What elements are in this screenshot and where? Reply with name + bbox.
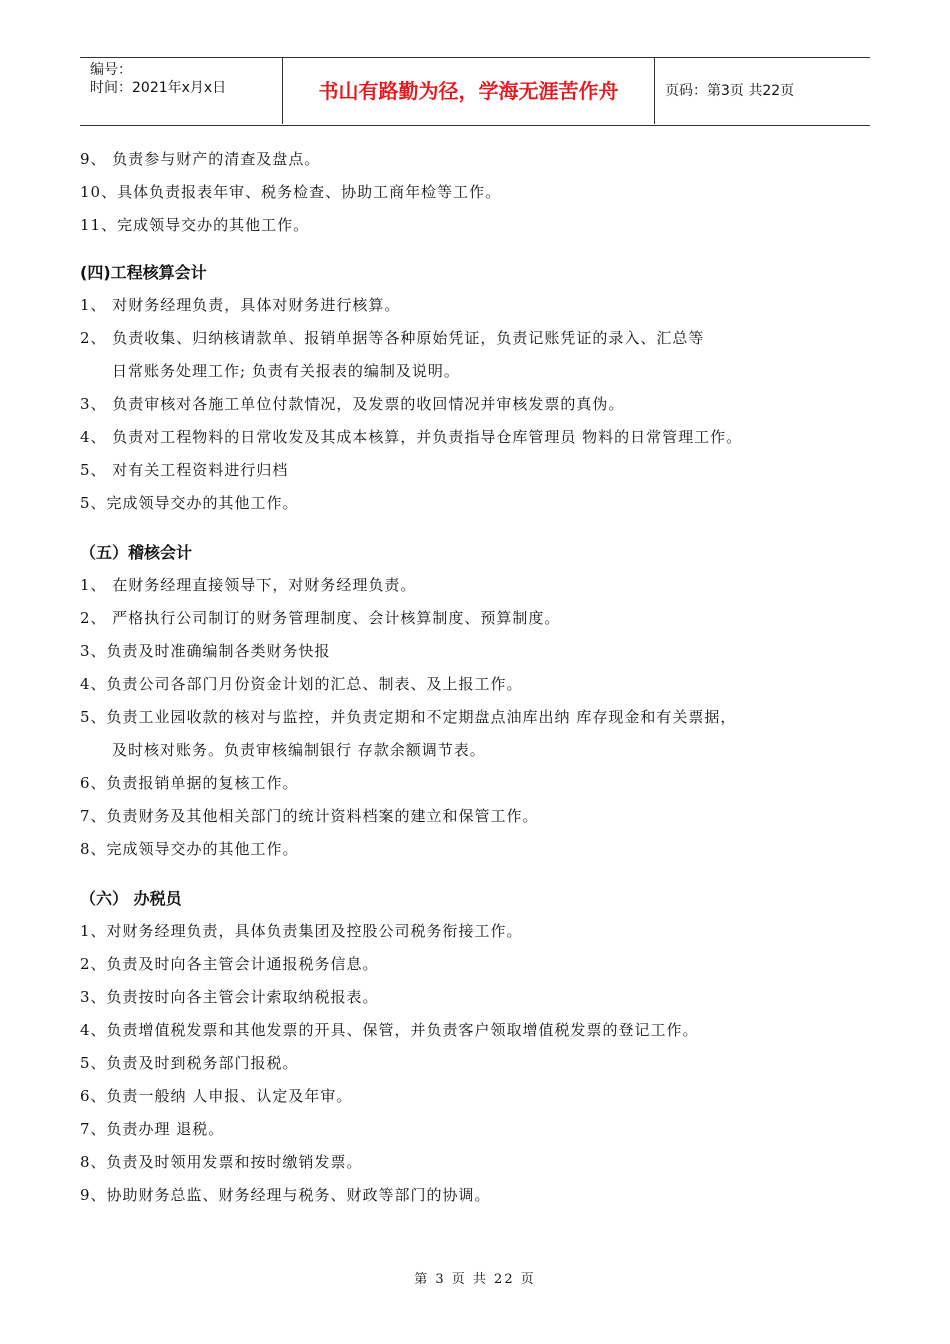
header-divider [654, 58, 655, 124]
spacer [80, 866, 880, 882]
list-item: 5、完成领导交办的其他工作。 [80, 494, 299, 512]
spacer [80, 242, 880, 256]
header-page-info: 页码：第3页 共22页 [665, 83, 795, 99]
list-item: 2、 负责收集、归纳核请款单、报销单据等各种原始凭证，负责记账凭证的录入、汇总等 [80, 329, 705, 347]
list-item: 10、具体负责报表年审、税务检查、协助工商年检等工作。 [80, 183, 502, 201]
list-item: 8、完成领导交办的其他工作。 [80, 840, 299, 858]
list-item: 5、负责及时到税务部门报税。 [80, 1054, 299, 1072]
list-item: 2、 严格执行公司制订的财务管理制度、会计核算制度、预算制度。 [80, 609, 561, 627]
document-number-label: 编号： [90, 62, 132, 78]
section-heading: （五）稽核会计 [80, 543, 193, 562]
list-item: 1、 对财务经理负责，具体对财务进行核算。 [80, 296, 401, 314]
list-item: 2、负责及时向各主管会计通报税务信息。 [80, 955, 379, 973]
list-item: 7、负责办理 退税。 [80, 1120, 225, 1138]
list-item-continuation: 日常账务处理工作; 负责有关报表的编制及说明。 [112, 362, 460, 380]
section-heading: （六） 办税员 [80, 889, 182, 908]
list-item-continuation: 及时核对账务。负责审核编制银行 存款余额调节表。 [112, 741, 486, 759]
header-motto: 书山有路勤为径，学海无涯苦作舟 [318, 79, 619, 103]
document-time-label: 时间：2021年x月x日 [90, 80, 227, 96]
list-item: 4、 负责对工程物料的日常收发及其成本核算，并负责指导仓库管理员 物料的日常管理工作。 [80, 428, 743, 446]
section-heading: (四)工程核算会计 [80, 263, 207, 282]
list-item: 6、负责报销单据的复核工作。 [80, 774, 299, 792]
list-item: 11、完成领导交办的其他工作。 [80, 216, 310, 234]
list-item: 9、 负责参与财产的清查及盘点。 [80, 150, 321, 168]
page-footer: 第 3 页 共 22 页 [414, 1272, 536, 1287]
list-item: 4、负责增值税发票和其他发票的开具、保管，并负责客户领取增值税发票的登记工作。 [80, 1021, 699, 1039]
list-item: 9、协助财务总监、财务经理与税务、财政等部门的协调。 [80, 1186, 491, 1204]
list-item: 5、负责工业园收款的核对与监控，并负责定期和不定期盘点油库出纳 库存现金和有关票据， [80, 708, 737, 726]
header-meta [90, 61, 270, 97]
list-item: 6、负责一般纳 人申报、认定及年审。 [80, 1087, 353, 1105]
list-item: 3、负责按时向各主管会计索取纳税报表。 [80, 988, 379, 1006]
page-header [80, 57, 870, 126]
list-item: 1、对财务经理负责，具体负责集团及控股公司税务衔接工作。 [80, 922, 523, 940]
list-item: 4、负责公司各部门月份资金计划的汇总、制表、及上报工作。 [80, 675, 523, 693]
list-item: 7、负责财务及其他相关部门的统计资料档案的建立和保管工作。 [80, 807, 539, 825]
list-item: 1、 在财务经理直接领导下，对财务经理负责。 [80, 576, 417, 594]
list-item: 3、 负责审核对各施工单位付款情况，及发票的收回情况并审核发票的真伪。 [80, 395, 625, 413]
list-item: 5、 对有关工程资料进行归档 [80, 461, 289, 479]
list-item: 8、负责及时领用发票和按时缴销发票。 [80, 1153, 363, 1171]
spacer [80, 520, 880, 536]
document-body [80, 143, 880, 1212]
list-item: 3、负责及时准确编制各类财务快报 [80, 642, 331, 660]
